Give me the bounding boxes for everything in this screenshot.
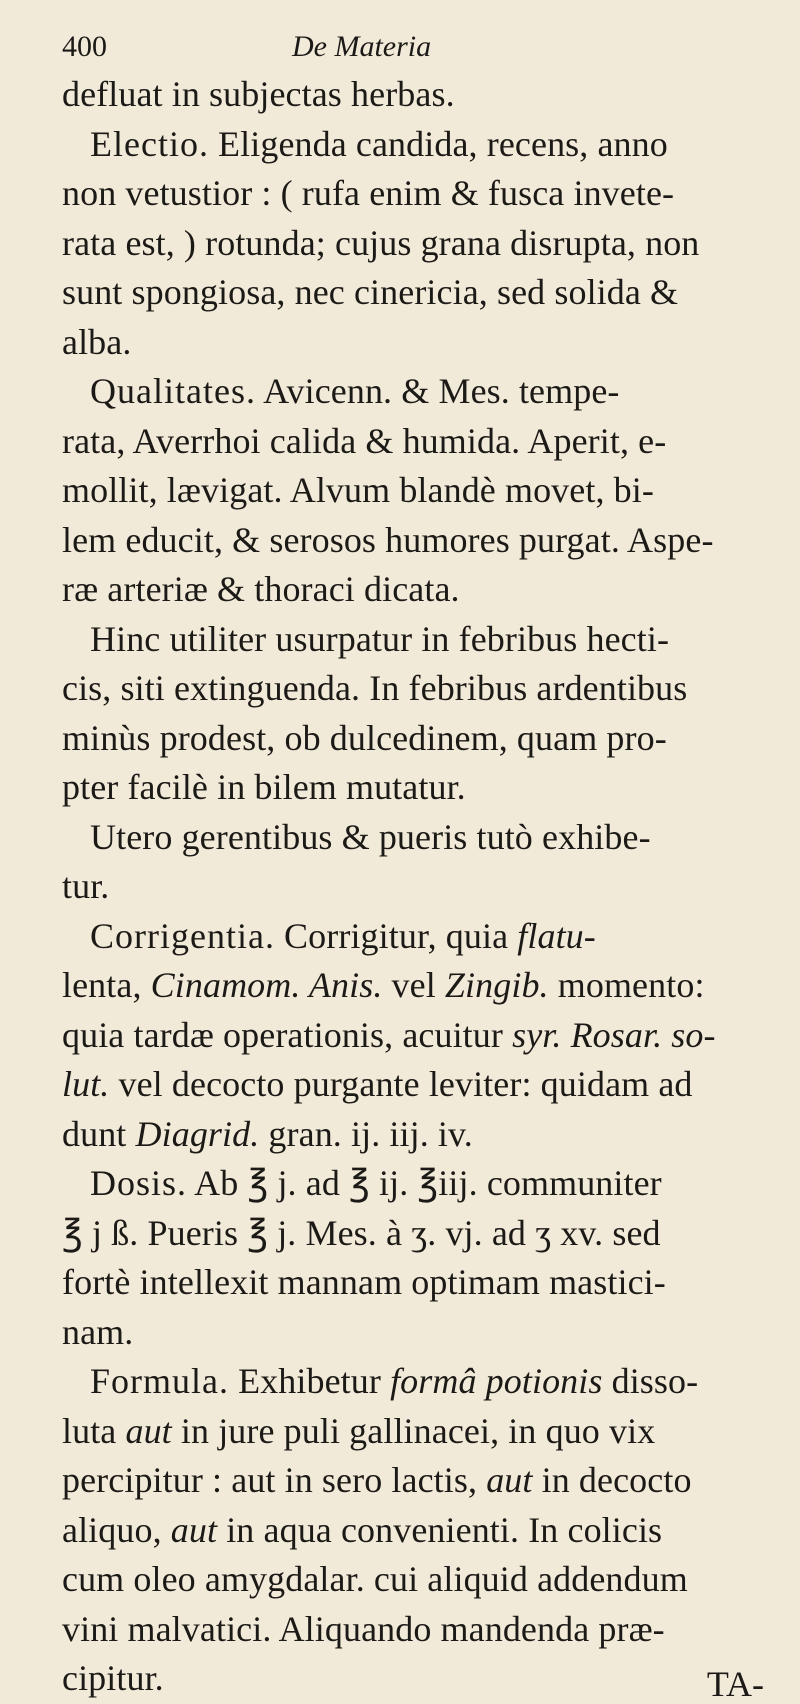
text-line: lem educit, & serosos humores purgat. Aspe- — [62, 519, 714, 560]
italic-span: Zingib. — [444, 965, 549, 1005]
text-line — [62, 1011, 770, 1061]
text-span: Exhibetur — [229, 1361, 391, 1401]
text-line: cum oleo amygdalar. cui aliquid addendum — [62, 1559, 688, 1599]
italic-span: syr. Rosar. so- — [512, 1014, 716, 1055]
text-line: Hinc utiliter usurpatur in febribus hecti- — [90, 618, 670, 659]
catchword: TA- — [706, 1663, 764, 1704]
text-line: rata, Averrhoi calida & humida. Aperit, e- — [62, 420, 667, 461]
text-line: sunt spongiosa, nec cinericia, sed solida & — [62, 272, 679, 312]
text-line — [62, 1159, 770, 1209]
text-span: aliquo, — [62, 1509, 171, 1550]
text-line — [62, 1506, 770, 1556]
text-line: ræ arteriæ & thoraci dicata. — [62, 569, 460, 609]
text-span: in aqua convenienti. In colicis — [217, 1509, 663, 1550]
italic-span: aut — [486, 1460, 533, 1500]
text-line — [62, 120, 770, 170]
text-line: minùs prodest, ob dulcedinem, quam pro- — [62, 717, 667, 758]
text-span: gran. ij. iij. iv. — [259, 1113, 473, 1154]
section-label-formula: Formula. — [90, 1361, 229, 1401]
text-span: disso- — [602, 1361, 699, 1401]
text-span: quia tardæ operationis, acuitur — [62, 1014, 513, 1055]
section-label-corrigentia: Corrigentia. — [90, 915, 275, 956]
text-line: vini malvatici. Aliquando mandenda præ- — [62, 1608, 665, 1649]
text-line: Utero gerentibus & pueris tutò exhibe- — [90, 816, 651, 857]
text-body — [62, 70, 770, 1704]
text-span: luta — [62, 1410, 126, 1451]
italic-span: formâ potionis — [390, 1361, 603, 1401]
text-line — [62, 961, 770, 1011]
text-span: momento: — [548, 965, 705, 1005]
text-line — [62, 1357, 770, 1407]
text-line: cis, siti extinguenda. In febribus ardentibus — [62, 668, 688, 708]
italic-span: Cinamom. Anis. — [150, 965, 383, 1005]
text-line: tur. — [62, 866, 110, 906]
text-span: Corrigitur, quia — [274, 915, 518, 956]
text-line: ℥ j ß. Pueris ℥ j. Mes. à ʒ. vj. ad ʒ xv. sed — [62, 1212, 661, 1253]
text-span: dunt — [62, 1113, 136, 1154]
italic-span: lut. — [62, 1064, 110, 1104]
text-line: cipitur. — [62, 1658, 164, 1698]
section-label-qualitates: Qualitates. — [90, 371, 256, 411]
page-number: 400 — [62, 30, 107, 63]
running-title: De Materia — [292, 30, 432, 63]
text-line: alba. — [62, 321, 132, 362]
text-line: non vetustior : ( rufa enim & fusca invete- — [62, 173, 675, 213]
text-line: rata est, ) rotunda; cujus grana disrupta, non — [62, 222, 700, 263]
italic-span: flatu- — [517, 915, 596, 956]
text-line: pter facilè in bilem mutatur. — [62, 767, 466, 807]
text-line: fortè intellexit mannam optimam mastici- — [62, 1262, 666, 1302]
text-line — [62, 1456, 770, 1506]
text-span: vel — [382, 965, 445, 1005]
text-span: percipitur : aut in sero lactis, — [62, 1460, 487, 1500]
text-span: lenta, — [62, 965, 151, 1005]
text-line — [62, 1407, 770, 1457]
text-span: vel decocto purgante leviter: quidam ad — [109, 1064, 693, 1104]
section-label-dosis: Dosis. — [90, 1163, 188, 1203]
italic-span: aut — [125, 1410, 172, 1451]
text-line: defluat in subjectas herbas. — [62, 74, 455, 114]
italic-span: Diagrid. — [135, 1113, 260, 1154]
text-line — [62, 367, 770, 417]
text-span: Ab ℥ j. ad ℥ ij. ℥iij. communiter — [187, 1163, 662, 1203]
text-span: in jure puli gallinacei, in quo vix — [171, 1410, 656, 1451]
text-span: Avicenn. & Mes. tempe- — [255, 371, 620, 411]
italic-span: aut — [170, 1509, 218, 1550]
text-line: nam. — [62, 1311, 134, 1352]
section-label-electio: Electio. — [90, 123, 209, 164]
page-header — [62, 30, 770, 70]
text-line — [62, 912, 770, 962]
text-span: Eligenda candida, recens, anno — [208, 123, 668, 164]
text-line — [62, 1110, 770, 1160]
text-line — [62, 1060, 770, 1110]
text-span: in decocto — [532, 1460, 692, 1500]
text-line: mollit, lævigat. Alvum blandè movet, bi- — [62, 470, 654, 510]
